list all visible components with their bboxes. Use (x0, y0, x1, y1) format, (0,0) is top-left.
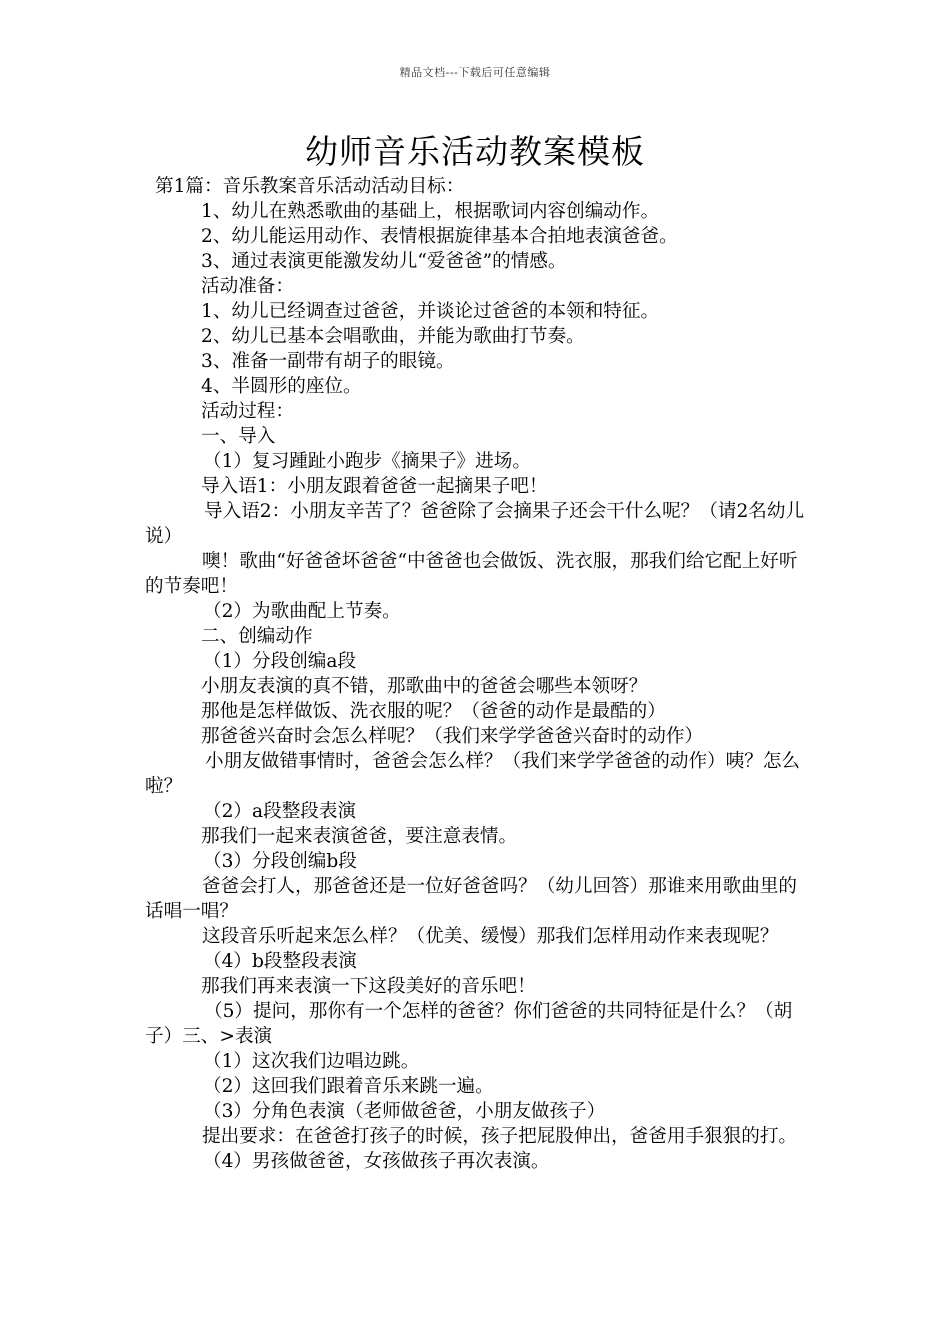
subheading: 二、创编动作 (201, 626, 313, 647)
paragraph: （2）为歌曲配上节奏。 (203, 601, 401, 622)
paragraph: （1）复习踵趾小跑步《摘果子》进场。 (203, 451, 531, 472)
paragraph: 小朋友做错事情时，爸爸会怎么样？（我们来学学爸爸的动作）咦？怎么啦？ (145, 751, 801, 797)
subheading: 一、导入 (201, 426, 276, 447)
paragraph: （4）男孩做爸爸，女孩做孩子再次表演。 (203, 1151, 550, 1172)
paragraph: 3、通过表演更能激发幼儿“爱爸爸”的情感。 (201, 251, 567, 272)
page-header: 精品文档---下载后可任意编辑 (399, 66, 551, 79)
paragraph: （4）b段整段表演 (203, 951, 357, 972)
paragraph: 小朋友表演的真不错，那歌曲中的爸爸会哪些本领呀？ (201, 676, 648, 697)
paragraph: 爸爸会打人，那爸爸还是一位好爸爸吗？（幼儿回答）那谁来用歌曲里的话唱一唱？ (145, 876, 798, 922)
paragraph: 4、半圆形的座位。 (201, 376, 362, 397)
paragraph: （3）分角色表演（老师做爸爸，小朋友做孩子） (203, 1101, 606, 1122)
paragraph: 那他是怎样做饭、洗衣服的呢？（爸爸的动作是最酷的） (201, 701, 666, 722)
paragraph: （3）分段创编b段 (203, 851, 357, 872)
paragraph: 1、幼儿已经调查过爸爸，并谈论过爸爸的本领和特征。 (201, 301, 660, 322)
paragraph: 那我们一起来表演爸爸，要注意表情。 (201, 826, 518, 847)
paragraph: （2）a段整段表演 (203, 801, 357, 822)
paragraph: 提出要求：在爸爸打孩子的时候，孩子把屁股伸出，爸爸用手狠狠的打。 (202, 1126, 798, 1147)
paragraph: 2、幼儿已基本会唱歌曲，并能为歌曲打节奏。 (201, 326, 585, 347)
paragraph: （5）提问，那你有一个怎样的爸爸？你们爸爸的共同特征是什么？（胡子）三、>表演 (145, 1001, 793, 1047)
document-title: 幼师音乐活动教案模板 (305, 132, 645, 171)
subheading: 活动准备： (201, 276, 294, 297)
paragraph: 导入语1：小朋友跟着爸爸一起摘果子吧！ (201, 476, 548, 497)
paragraph: 3、准备一副带有胡子的眼镜。 (201, 351, 455, 372)
paragraph: 2、幼儿能运用动作、表情根据旋律基本合拍地表演爸爸。 (201, 226, 678, 247)
paragraph: 噢！歌曲“好爸爸坏爸爸“中爸爸也会做饭、洗衣服，那我们给它配上好听的节奏吧！ (145, 551, 798, 597)
subheading: 活动过程： (201, 401, 294, 422)
paragraph: （2）这回我们跟着音乐来跳一遍。 (203, 1076, 494, 1097)
paragraph: （1）分段创编a段 (203, 651, 357, 672)
paragraph: 这段音乐听起来怎么样？（优美、缓慢）那我们怎样用动作来表现呢？ (202, 926, 779, 947)
paragraph: 那我们再来表演一下这段美好的音乐吧！ (201, 976, 536, 997)
paragraph: 1、幼儿在熟悉歌曲的基础上，根据歌词内容创编动作。 (201, 201, 660, 222)
document-body (145, 174, 810, 1174)
paragraph: 导入语2：小朋友辛苦了？爸爸除了会摘果子还会干什么呢？（请2名幼儿说） (145, 501, 805, 547)
paragraph: （1）这次我们边唱边跳。 (203, 1051, 420, 1072)
paragraph: 那爸爸兴奋时会怎么样呢？（我们来学学爸爸兴奋时的动作） (201, 726, 704, 747)
section-heading: 第1篇：音乐教案音乐活动活动目标： (155, 176, 465, 197)
